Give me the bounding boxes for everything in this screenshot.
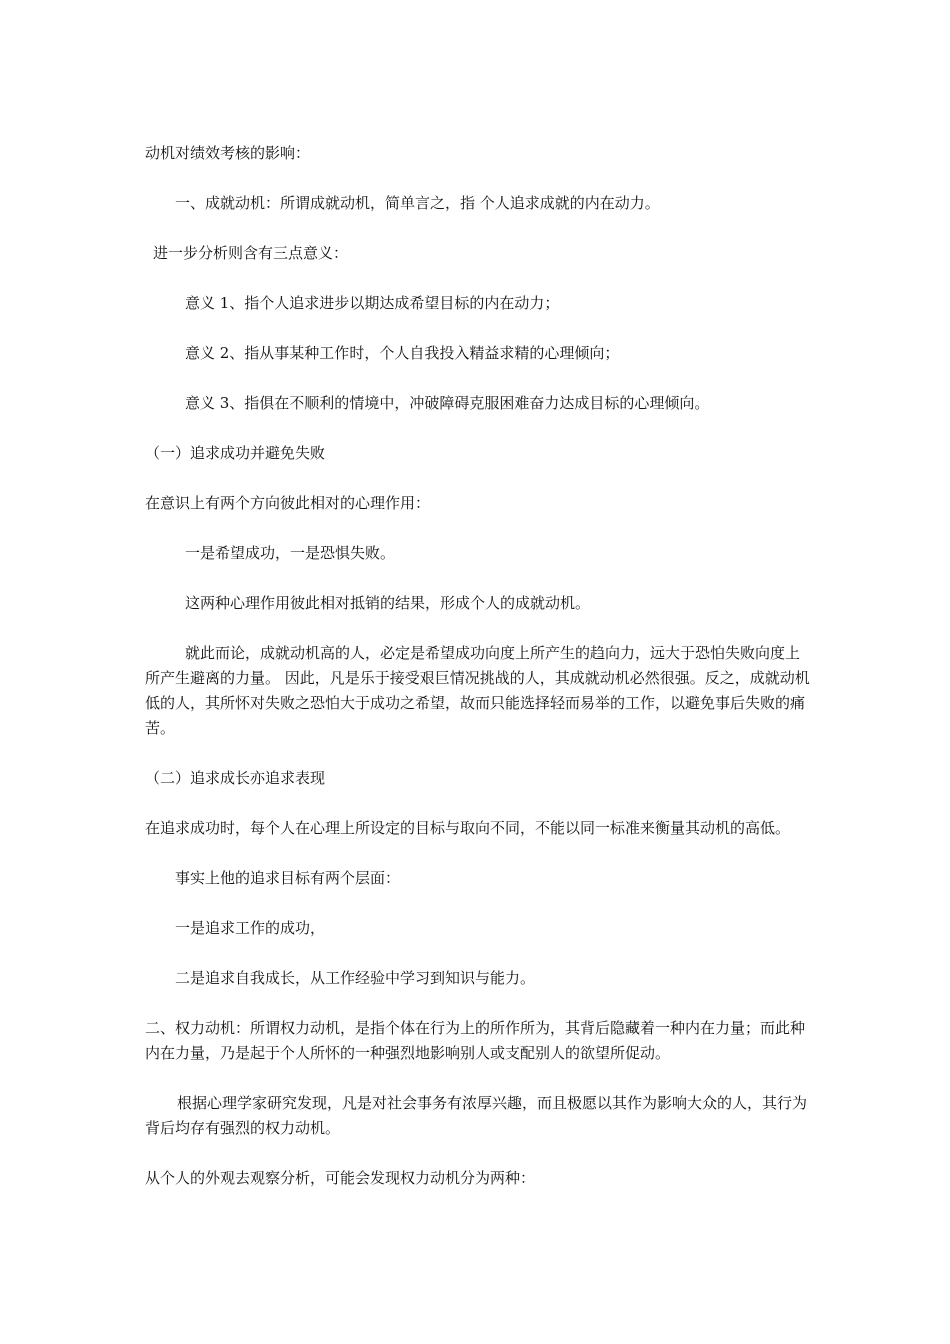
paragraph-offset-result: 这两种心理作用彼此相对抵销的结果，形成个人的成就动机。	[185, 594, 591, 612]
paragraph-work-success: 一是追求工作的成功，	[175, 919, 326, 937]
paragraph-two-kinds: 从个人的外观去观察分析，可能会发现权力动机分为两种：	[145, 1169, 536, 1187]
paragraph-two-levels: 事实上他的追求目标有两个层面：	[175, 869, 401, 887]
paragraph-meaning-2: 意义 2、指从事某种工作时，个人自我投入精益求精的心理倾向；	[185, 344, 620, 362]
paragraph-achievement-motive: 一、成就动机：所谓成就动机，简单言之，指 个人追求成就的内在动力。	[175, 194, 660, 212]
section-heading-2: （二）追求成长亦追求表现	[145, 769, 326, 787]
paragraph-meaning-3: 意义 3、指俱在不顺利的情境中，冲破障碍克服困难奋力达成目标的心理倾向。	[185, 394, 710, 412]
document-title: 动机对绩效考核的影响：	[145, 144, 311, 162]
paragraph-research-finding: 根据心理学家研究发现，凡是对社会事务有浓厚兴趣，而且极愿以其作为影响大众的人，其行为背后均存有强烈的权力动机。	[145, 1094, 808, 1137]
paragraph-power-motive: 二、权力动机：所谓权力动机，是指个体在行为上的所作所为，其背后隐藏着一种内在力量；而此种内在力量，乃是起于个人所怀的一种强烈地影响别人或支配别人的欲望所促动。	[145, 1019, 806, 1062]
paragraph-self-growth: 二是追求自我成长，从工作经验中学习到知识与能力。	[175, 969, 536, 987]
paragraph-meaning-1: 意义 1、指个人追求进步以期达成希望目标的内在动力；	[185, 294, 560, 312]
paragraph-high-achievement: 就此而论，成就动机高的人，必定是希望成功向度上所产生的趋向力，远大于恐怕失败向度上所产生避离的力量。 因此，凡是乐于接受艰巨情况挑战的人，其成就动机必然很强。反之，成就动机低的人，其所怀对失败之恐怕大于成功之希望，故而只能选择轻而易举的工作，以避免事后失败的痛苦。	[145, 644, 810, 737]
paragraph-hope-fear: 一是希望成功，一是恐惧失败。	[185, 544, 396, 562]
paragraph-three-meanings-intro: 进一步分析则含有三点意义：	[153, 244, 349, 262]
section-heading-1: （一）追求成功并避免失败	[145, 444, 326, 462]
paragraph-different-goals: 在追求成功时，每个人在心理上所设定的目标与取向不同，不能以同一标准来衡量其动机的高低。	[145, 819, 791, 837]
paragraph-two-directions: 在意识上有两个方向彼此相对的心理作用：	[145, 494, 431, 512]
document-body	[145, 141, 810, 1191]
